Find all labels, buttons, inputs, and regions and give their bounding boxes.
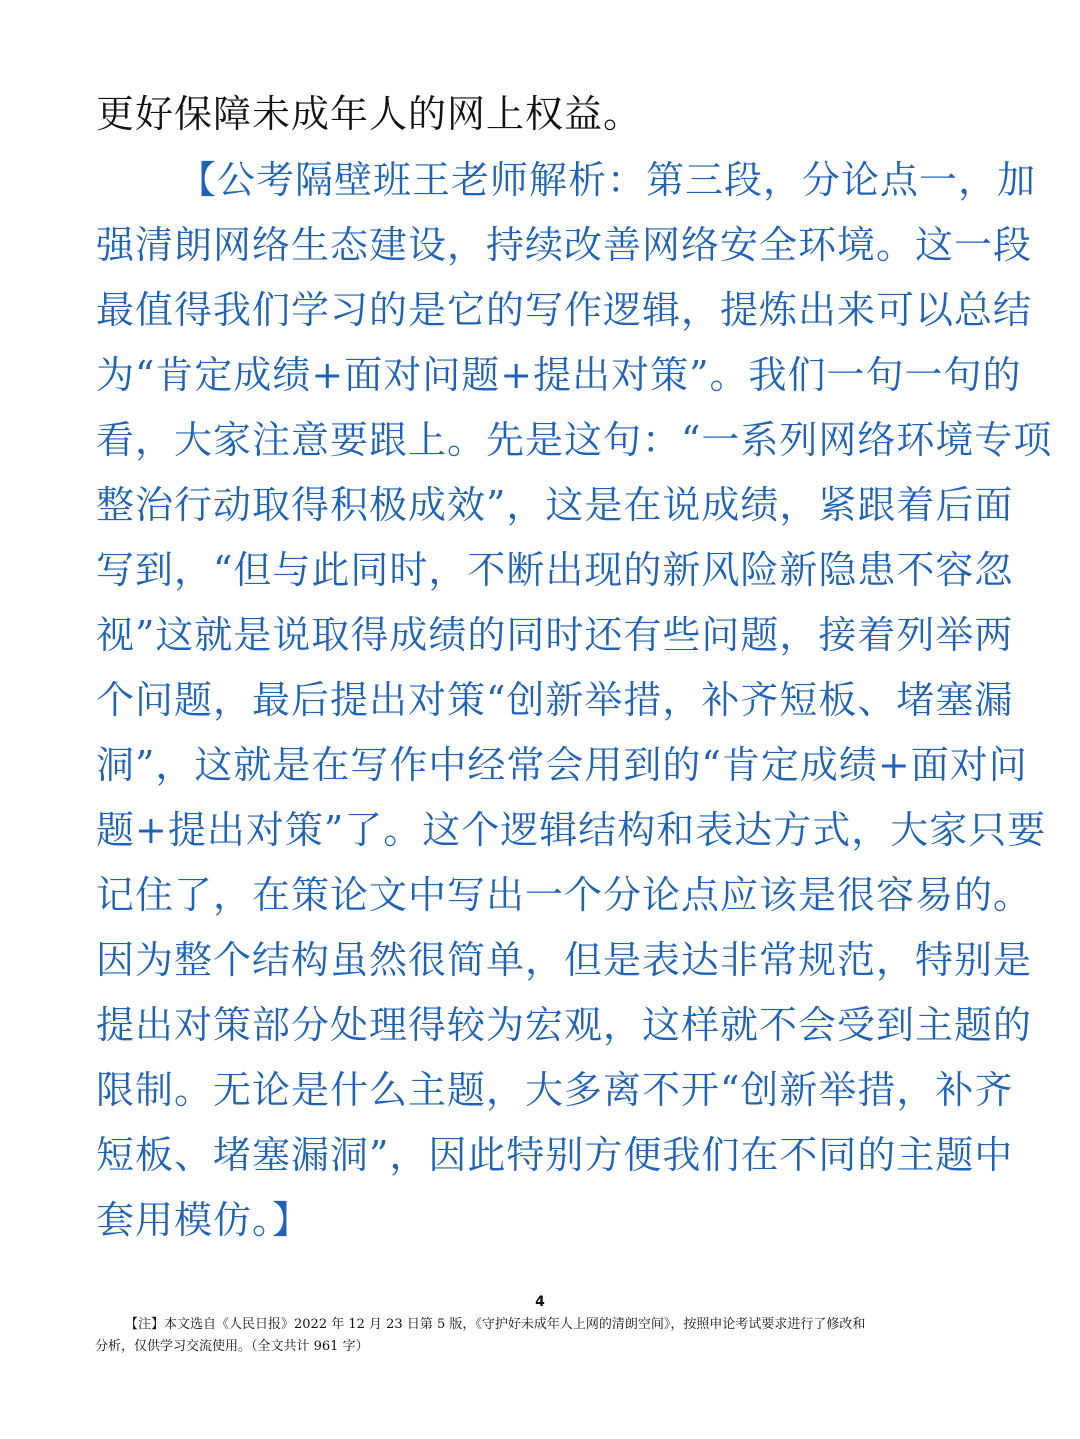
analysis-line-15: 限制。无论是什么主题，大多离不开“创新举措，补齐 [96,1068,1014,1112]
analysis-line-8: 视”这就是说取得成绩的同时还有些问题，接着列举两 [96,613,1014,657]
analysis-line-4: 为“肯定成绩+面对问题+提出对策”。我们一句一句的 [96,353,1022,397]
analysis-line-2: 强清朗网络生态建设，持续改善网络安全环境。这一段 [96,223,1033,267]
analysis-line-3: 最值得我们学习的是它的写作逻辑，提炼出来可以总结 [96,288,1033,332]
analysis-line-13: 因为整个结构虽然很简单，但是表达非常规范，特别是 [96,938,1033,982]
footnote-line-2: 分析，仅供学习交流使用。（全文共计 961 字） [95,1339,369,1354]
analysis-line-17: 套用模仿。】 [96,1198,312,1242]
analysis-line-1: 【公考隔壁班王老师解析：第三段，分论点一，加 [178,158,1037,202]
analysis-line-14: 提出对策部分处理得较为宏观，这样就不会受到主题的 [96,1003,1033,1047]
analysis-line-10: 洞”，这就是在写作中经常会用到的“肯定成绩+面对问 [96,743,1028,787]
analysis-line-11: 题+提出对策”了。这个逻辑结构和表达方式，大家只要 [96,808,1047,852]
analysis-line-5: 看，大家注意要跟上。先是这句：“一系列网络环境专项 [96,418,1053,462]
analysis-line-16: 短板、堵塞漏洞”，因此特别方便我们在不同的主题中 [96,1133,1014,1177]
analysis-line-9: 个问题，最后提出对策“创新举措，补齐短板、堵塞漏 [96,678,1014,722]
analysis-line-7: 写到，“但与此同时，不断出现的新风险新隐患不容忽 [96,548,1014,592]
page-number: 4 [535,1294,545,1310]
intro-line: 更好保障未成年人的网上权益。 [96,92,643,136]
analysis-line-6: 整治行动取得积极成效”，这是在说成绩，紧跟着后面 [96,483,1014,527]
footnote-line-1: 【注】本文选自《人民日报》2022 年 12 月 23 日第 5 版，《守护好未成年人上网的清朗空间》，按照申论考试要求进行了修改和 [125,1317,866,1332]
footnote [95,1314,985,1358]
analysis-line-12: 记住了，在策论文中写出一个分论点应该是很容易的。 [96,873,1033,917]
